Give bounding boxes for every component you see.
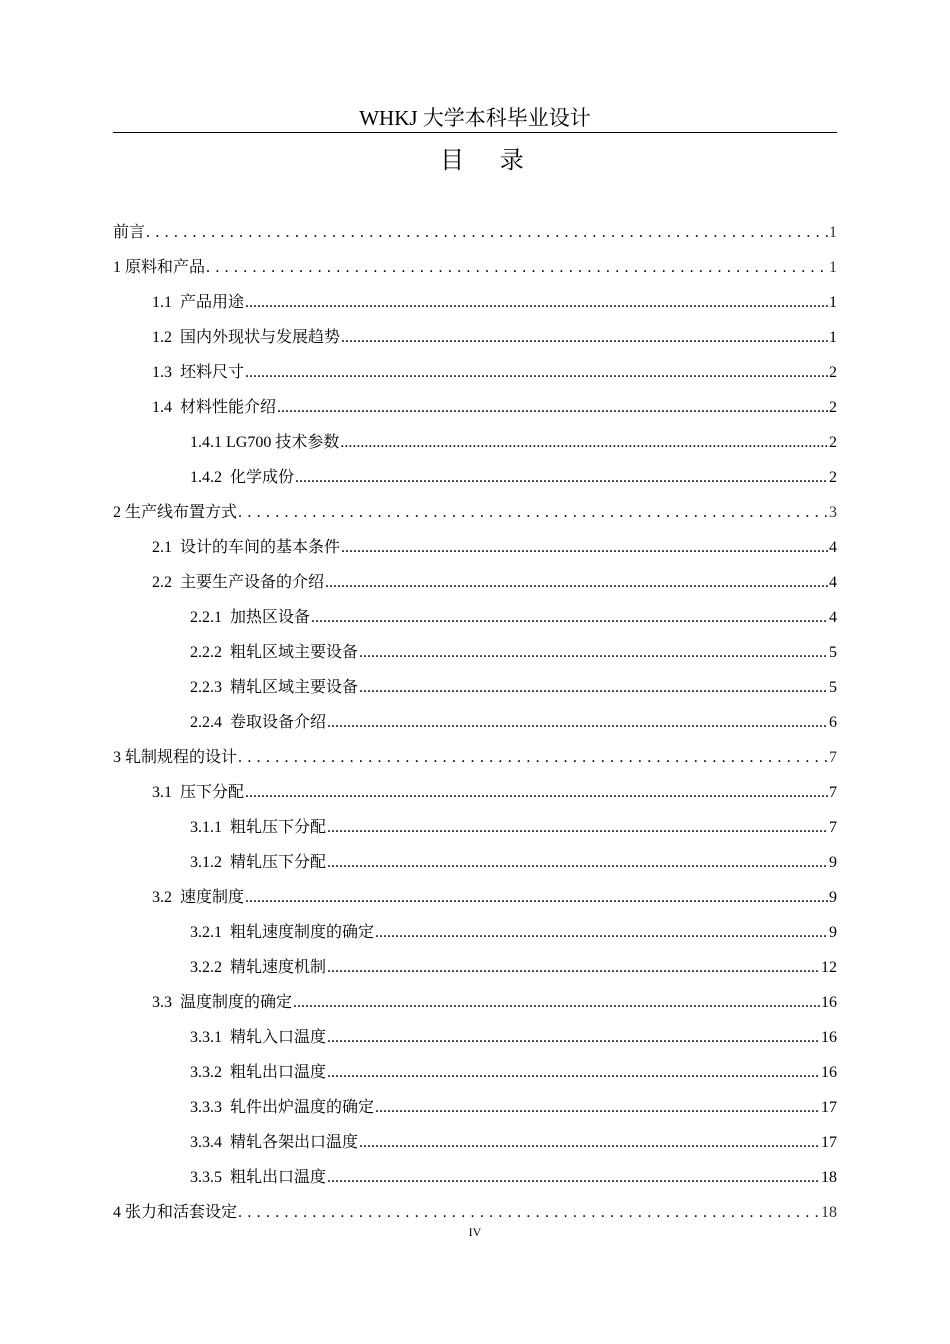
- page-header: WHKJ 大学本科毕业设计: [359, 106, 591, 130]
- toc-entry-text: 精轧压下分配: [230, 854, 327, 871]
- toc-entry-label: [113, 222, 145, 244]
- toc-entry[interactable]: [190, 1050, 837, 1084]
- toc-page-number: 4: [829, 574, 837, 591]
- toc-entry[interactable]: [190, 840, 837, 874]
- toc-entry-label: [190, 1167, 326, 1189]
- toc-entry[interactable]: [190, 1015, 837, 1049]
- toc-entry-label: [152, 327, 340, 349]
- toc-entry-number: 3.3.4: [190, 1134, 222, 1151]
- toc-entry-text: 精轧入口温度: [230, 1029, 327, 1046]
- toc-page-number: 9: [829, 854, 837, 871]
- toc-entry-label: [190, 467, 294, 489]
- toc-entry-label: [190, 817, 326, 839]
- toc-entry-text: 速度制度: [180, 889, 245, 906]
- toc-entry-label: [113, 257, 205, 279]
- toc-entry-number: 2.1: [152, 539, 172, 556]
- toc-entry[interactable]: [190, 630, 837, 664]
- toc-dot-leader: [340, 432, 828, 454]
- toc-page-number: 7: [829, 784, 837, 801]
- toc-dot-leader: [359, 677, 828, 699]
- toc-entry[interactable]: [113, 245, 837, 279]
- toc-entry-number: 1.1: [152, 294, 172, 311]
- toc-dot-leader: [327, 817, 828, 839]
- toc-page-number: 4: [829, 609, 837, 626]
- toc-entry[interactable]: [190, 665, 837, 699]
- toc-entry-label: [190, 1062, 326, 1084]
- toc-entry-number: 2.2.4: [190, 714, 222, 731]
- toc-entry-label: [113, 1202, 237, 1224]
- toc-entry[interactable]: [190, 700, 837, 734]
- toc-entry-text: 产品用途: [180, 294, 245, 311]
- header-divider: [113, 132, 837, 133]
- toc-entry-number: 1: [113, 259, 121, 276]
- toc-entry[interactable]: [152, 560, 837, 594]
- toc-dot-leader: [327, 852, 828, 874]
- toc-dot-leader: [327, 712, 828, 734]
- toc-entry-text: 轧件出炉温度的确定: [230, 1099, 375, 1116]
- toc-entry-number: 1.2: [152, 329, 172, 346]
- toc-dot-leader: [238, 502, 828, 524]
- toc-dot-leader: [341, 327, 828, 349]
- toc-page-number: 2: [829, 434, 837, 451]
- toc-dot-leader: [325, 572, 828, 594]
- toc-entry[interactable]: [152, 525, 837, 559]
- toc-entry-number: 1.3: [152, 364, 172, 381]
- toc-entry-number: 3.3.2: [190, 1064, 222, 1081]
- toc-page-number: 17: [821, 1099, 837, 1116]
- page-number: IV: [468, 1225, 482, 1239]
- toc-page-number: 12: [821, 959, 837, 976]
- toc-entry-text: 粗轧速度制度的确定: [230, 924, 375, 941]
- toc-entry[interactable]: [152, 980, 837, 1014]
- toc-page-number: 2: [829, 399, 837, 416]
- toc-entry[interactable]: [190, 420, 837, 454]
- toc-entry-label: [190, 1132, 358, 1154]
- toc-entry-label: [152, 537, 340, 559]
- toc-entry-text: 粗轧出口温度: [230, 1064, 327, 1081]
- toc-entry-text: 坯料尺寸: [180, 364, 245, 381]
- toc-entry[interactable]: [190, 910, 837, 944]
- toc-dot-leader: [238, 747, 828, 769]
- toc-entry-text: 温度制度的确定: [180, 994, 293, 1011]
- toc-page-number: 7: [829, 749, 837, 766]
- toc-entry-text: 生产线布置方式: [125, 504, 238, 521]
- toc-entry-text: 材料性能介绍: [180, 399, 277, 416]
- toc-dot-leader: [277, 397, 828, 419]
- toc-entry-label: [190, 712, 326, 734]
- toc-page-number: 1: [829, 294, 837, 311]
- toc-entry-label: [190, 1027, 326, 1049]
- toc-title: 目 录: [440, 146, 538, 174]
- toc-dot-leader: [206, 257, 828, 279]
- toc-entry-text: 前言: [113, 224, 146, 241]
- toc-dot-leader: [295, 467, 828, 489]
- toc-entry-text: 卷取设备介绍: [230, 714, 327, 731]
- toc-entry-number: 3.1.1: [190, 819, 222, 836]
- toc-entry[interactable]: [190, 1085, 837, 1119]
- toc-entry-label: [152, 992, 292, 1014]
- toc-dot-leader: [245, 362, 828, 384]
- toc-entry-label: [152, 782, 244, 804]
- toc-entry-text: 张力和活套设定: [125, 1204, 238, 1221]
- toc-entry[interactable]: [190, 805, 837, 839]
- toc-dot-leader: [375, 1097, 820, 1119]
- toc-entry-text: LG700 技术参数: [226, 434, 340, 451]
- toc-entry-text: 精轧速度机制: [230, 959, 327, 976]
- toc-entry-label: [190, 677, 358, 699]
- toc-dot-leader: [327, 957, 820, 979]
- toc-entry-label: [190, 432, 339, 454]
- toc-entry-text: 精轧区域主要设备: [230, 679, 359, 696]
- toc-dot-leader: [359, 642, 828, 664]
- toc-dot-leader: [341, 537, 828, 559]
- toc-entry-text: 国内外现状与发展趋势: [180, 329, 341, 346]
- toc-entry-number: 2: [113, 504, 121, 521]
- toc-entry-text: 粗轧区域主要设备: [230, 644, 359, 661]
- toc-page-number: 2: [829, 469, 837, 486]
- toc-entry-text: 粗轧压下分配: [230, 819, 327, 836]
- toc-page-number: 4: [829, 539, 837, 556]
- toc-dot-leader: [146, 222, 828, 244]
- toc-entry-text: 主要生产设备的介绍: [180, 574, 325, 591]
- toc-entry-number: 3: [113, 749, 121, 766]
- toc-entry-number: 3.2.2: [190, 959, 222, 976]
- toc-entry-label: [190, 957, 326, 979]
- toc-page-number: 5: [829, 644, 837, 661]
- toc-page-number: 2: [829, 364, 837, 381]
- toc-entry[interactable]: [152, 350, 837, 384]
- toc-entry-number: 3.3.1: [190, 1029, 222, 1046]
- toc-entry-text: 加热区设备: [230, 609, 311, 626]
- toc-entry-number: 4: [113, 1204, 121, 1221]
- toc-entry-number: 3.3.3: [190, 1099, 222, 1116]
- toc-page-number: 16: [821, 1029, 837, 1046]
- toc-entry-number: 2.2.3: [190, 679, 222, 696]
- toc-entry-text: 化学成份: [230, 469, 295, 486]
- toc-entry-label: [190, 642, 358, 664]
- toc-dot-leader: [327, 1167, 820, 1189]
- toc-page-number: 18: [821, 1169, 837, 1186]
- toc-page-number: 7: [829, 819, 837, 836]
- toc-entry[interactable]: [190, 455, 837, 489]
- toc-entry-number: 3.2.1: [190, 924, 222, 941]
- toc-entry[interactable]: [190, 1155, 837, 1189]
- toc-entry[interactable]: [113, 490, 837, 524]
- toc-page-number: 9: [829, 924, 837, 941]
- toc-entry-number: 2.2.1: [190, 609, 222, 626]
- toc-entry[interactable]: [190, 595, 837, 629]
- toc-dot-leader: [245, 887, 828, 909]
- toc-page-number: 16: [821, 994, 837, 1011]
- toc-entry-number: 3.3: [152, 994, 172, 1011]
- toc-page-number: 3: [829, 504, 837, 521]
- toc-entry-label: [152, 292, 244, 314]
- toc-entry-text: 轧制规程的设计: [125, 749, 238, 766]
- toc-entry[interactable]: [190, 945, 837, 979]
- toc-page-number: 1: [829, 329, 837, 346]
- toc-entry[interactable]: [152, 875, 837, 909]
- toc-entry-number: 3.1.2: [190, 854, 222, 871]
- toc-dot-leader: [311, 607, 828, 629]
- toc-entry-text: 设计的车间的基本条件: [180, 539, 341, 556]
- toc-page-number: 6: [829, 714, 837, 731]
- toc-dot-leader: [245, 292, 828, 314]
- toc-entry-number: 3.2: [152, 889, 172, 906]
- toc-entry-text: 粗轧出口温度: [230, 1169, 327, 1186]
- toc-entry-label: [190, 1097, 374, 1119]
- toc-page-number: 1: [829, 224, 837, 241]
- toc-entry[interactable]: [113, 210, 837, 244]
- toc-entry-label: [113, 747, 237, 769]
- toc-entry[interactable]: [152, 385, 837, 419]
- toc-entry-number: 2.2.2: [190, 644, 222, 661]
- toc-dot-leader: [245, 782, 828, 804]
- toc-entry-number: 3.1: [152, 784, 172, 801]
- toc-entry-label: [152, 887, 244, 909]
- toc-entry-label: [152, 397, 276, 419]
- toc-page-number: 5: [829, 679, 837, 696]
- toc-dot-leader: [359, 1132, 820, 1154]
- toc-entry[interactable]: [113, 735, 837, 769]
- toc-dot-leader: [327, 1027, 820, 1049]
- toc-entry-label: [190, 852, 326, 874]
- toc-entry-label: [113, 502, 237, 524]
- toc-dot-leader: [238, 1202, 820, 1224]
- toc-entry[interactable]: [113, 1190, 837, 1224]
- toc-entry-number: 2.2: [152, 574, 172, 591]
- toc-page-number: 9: [829, 889, 837, 906]
- toc-entry[interactable]: [152, 770, 837, 804]
- toc-entry[interactable]: [190, 1120, 837, 1154]
- toc-dot-leader: [293, 992, 820, 1014]
- toc-entry-text: 原料和产品: [125, 259, 206, 276]
- toc-entry[interactable]: [152, 315, 837, 349]
- toc-entry-number: 1.4: [152, 399, 172, 416]
- toc-entry-text: 压下分配: [180, 784, 245, 801]
- toc-entry-label: [190, 922, 374, 944]
- toc-entry-label: [190, 607, 310, 629]
- toc-page-number: 16: [821, 1064, 837, 1081]
- toc-entry-number: 3.3.5: [190, 1169, 222, 1186]
- toc-dot-leader: [375, 922, 828, 944]
- toc-entry[interactable]: [152, 280, 837, 314]
- toc-entry-label: [152, 362, 244, 384]
- toc-entry-text: 精轧各架出口温度: [230, 1134, 359, 1151]
- toc-page-number: 1: [829, 259, 837, 276]
- toc-page-number: 17: [821, 1134, 837, 1151]
- toc-dot-leader: [327, 1062, 820, 1084]
- toc-entry-label: [152, 572, 324, 594]
- toc-page-number: 18: [821, 1204, 837, 1221]
- toc-entry-number: 1.4.2: [190, 469, 222, 486]
- toc-entry-number: 1.4.1: [190, 434, 222, 451]
